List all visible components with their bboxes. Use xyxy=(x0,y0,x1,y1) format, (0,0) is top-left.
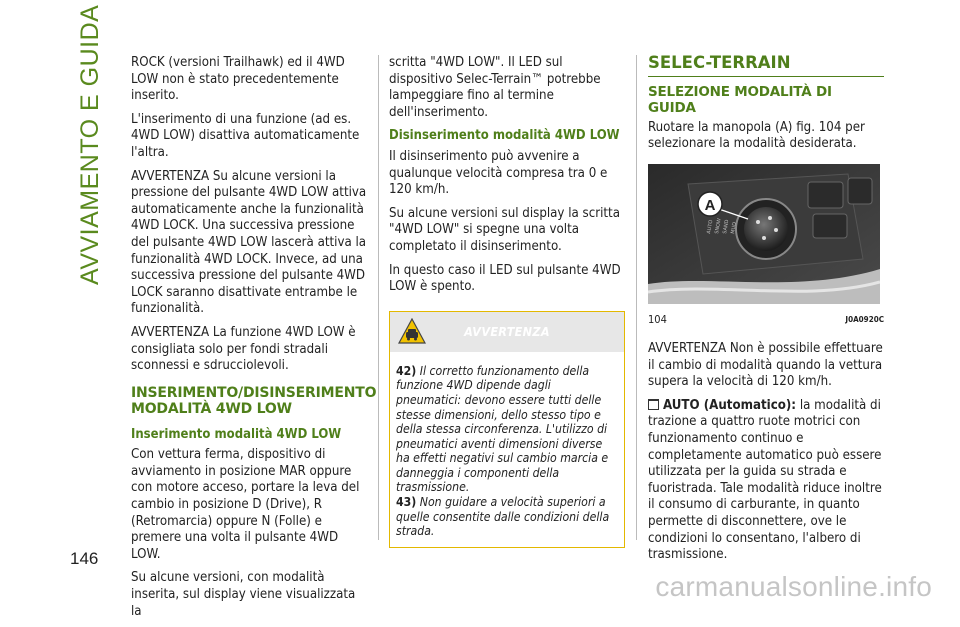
warning-text: Il corretto funzionamento della funzione 4WD dipende dagli pneumatici: devono essere tutti delle stesse dimensioni, dello stesso tipo e della stessa circonferenza. L'utilizzo di pneumatici aventi dimensioni diverse ha effetti negativi sul cambio marcia e danneggia i componenti della trasmissione. xyxy=(396,363,609,495)
warning-title: AVVERTENZA xyxy=(464,323,550,339)
warning-text: Non guidare a velocità superiori a quelle consentite dalle condizioni della strada. xyxy=(396,495,610,539)
svg-text:MUD: MUD xyxy=(730,221,739,235)
section-title: SELEC-TERRAIN xyxy=(648,53,791,72)
paragraph: L'inserimento di una funzione (ad es. 4WD LOW) disattiva automaticamente l'altra. xyxy=(131,111,360,160)
warning-number: 42) xyxy=(396,363,417,378)
column-divider xyxy=(636,55,637,540)
watermark: carmanualsonline.info xyxy=(655,571,932,602)
figure-callout-label: A xyxy=(704,196,716,214)
warning-body xyxy=(390,352,624,547)
paragraph: Ruotare la manopola (A) fig. 104 per selezionare la modalità desiderata. xyxy=(648,119,865,152)
paragraph: In questo caso il LED sul pulsante 4WD LOW è spento. xyxy=(389,262,621,295)
warning-number: 43) xyxy=(396,495,417,510)
figure-code: J0A0920C xyxy=(845,315,884,325)
title-rule xyxy=(648,76,884,77)
section-heading: INSERIMENTO/DISINSERIMENTO MODALITÀ 4WD LOW xyxy=(131,384,377,417)
paragraph: ROCK (versioni Trailhawk) ed il 4WD LOW non è stato precedentemente inserito. xyxy=(131,55,345,104)
subsection-heading: Inserimento modalità 4WD LOW xyxy=(131,426,342,442)
paragraph: Il disinserimento può avvenire a qualunque velocità compresa tra 0 e 120 km/h. xyxy=(389,148,608,198)
warning-item xyxy=(396,364,616,495)
column-middle xyxy=(389,55,625,548)
warning-box xyxy=(389,311,625,548)
figure-caption xyxy=(648,312,884,329)
selec-terrain-knob-photo xyxy=(648,164,880,304)
subsection-heading: Disinserimento modalità 4WD LOW xyxy=(389,128,620,144)
paragraph: AVVERTENZA Non è possibile effettuare il cambio di modalità quando la vettura supera la velocità di 120 km/h. xyxy=(648,340,883,390)
auto-label: AUTO (Automatico): xyxy=(663,397,797,413)
paragraph: AVVERTENZA La funzione 4WD LOW è consigliata solo per fondi stradali sconnessi e sdrucciolevoli. xyxy=(131,324,356,374)
paragraph: Su alcune versioni, con modalità inserita, sul display viene visualizzata la xyxy=(131,570,356,619)
paragraph-auto xyxy=(648,398,884,564)
paragraph: Su alcune versioni sul display la scritta "4WD LOW" si spegne una volta completato il disinserimento. xyxy=(389,205,620,254)
column-right xyxy=(648,55,884,571)
figure-number: 104 xyxy=(648,313,667,327)
column-divider xyxy=(378,55,379,540)
auto-mode-icon xyxy=(648,399,659,410)
svg-text:SAND: SAND xyxy=(722,219,731,235)
chapter-title: AVVIAMENTO E GUIDA xyxy=(76,4,104,285)
page-number: 146 xyxy=(70,549,99,568)
paragraph: AVVERTENZA Su alcune versioni la pressione del pulsante 4WD LOW attiva automaticamente anche la funzionalità 4WD LOCK. Una successiva pressione del pulsante 4WD LOW lascerà attiva la funzionalità 4WD LOCK. Invece, ad una successiva pressione del pulsante 4WD LOCK saranno disattivate entrambe le funzionalità. xyxy=(131,168,367,317)
column-left xyxy=(131,55,377,627)
svg-text:AUTO: AUTO xyxy=(706,219,715,235)
paragraph: Con vettura ferma, dispositivo di avviamento in posizione MAR oppure con motore acceso, portare la leva del cambio in posizione D (Drive), R (Retromarcia) oppure N (Folle) e premere una volta il pulsante 4WD LOW. xyxy=(131,447,360,562)
auto-text: la modalità di trazione a quattro ruote motrici con funzionamento continuo e completamente automatico può essere utilizzata per la guida su strada e fuoristrada. Tale modalità riduce inoltre il consumo di carburante, in quanto permette di disconnettere, ove le condizioni lo consentano, l'albero di trasmissione. xyxy=(648,397,882,563)
svg-text:SNOW: SNOW xyxy=(714,217,723,235)
paragraph: scritta "4WD LOW". Il LED sul dispositivo Selec-Terrain™ potrebbe lampeggiare fino al termine dell'inserimento. xyxy=(389,55,601,120)
section-heading: SELEZIONE MODALITÀ DI GUIDA xyxy=(648,83,832,116)
warning-header xyxy=(390,312,624,352)
warning-item xyxy=(396,495,616,539)
